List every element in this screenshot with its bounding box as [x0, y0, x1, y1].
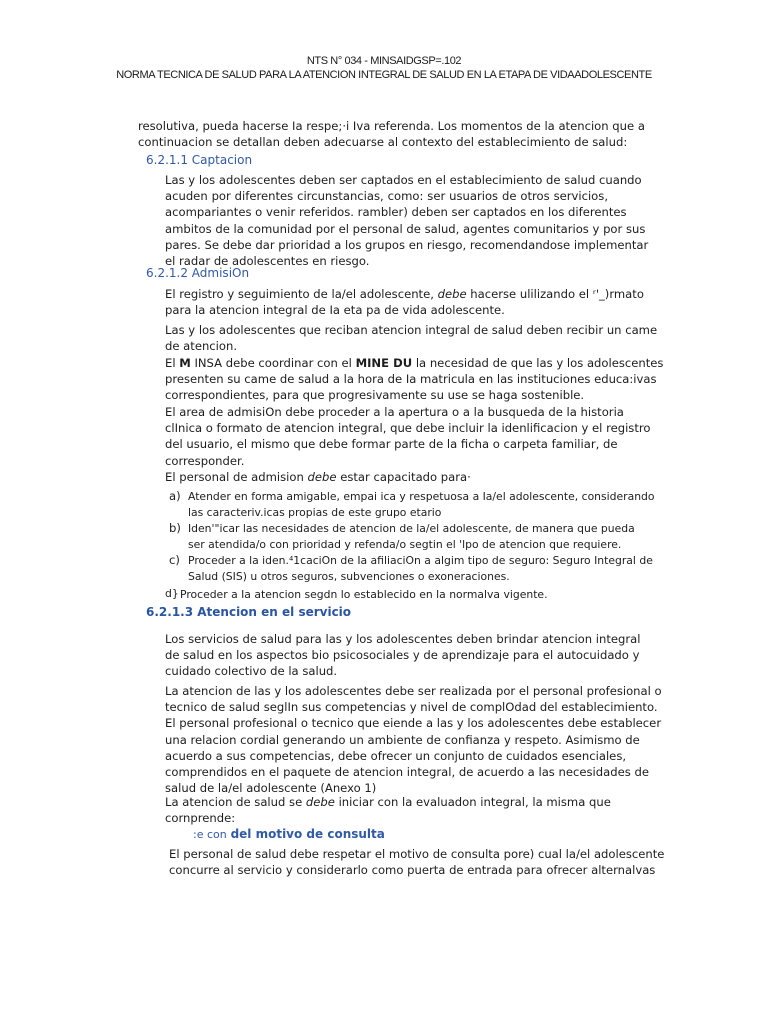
admision-paragraph-1: El registro y seguimiento de la/el adolescente, debe hacerse ulilizando el ʳ'_)rmato para la atencion integral de Ia eta pa de vida adolescente. — [165, 287, 644, 318]
list-item: Atender en forma amigable, empai ica y respetuosa a Ia/el adolescente, considerando las caracteriv.icas propias de este grupo etario — [188, 490, 655, 519]
list-item-label: a) — [169, 489, 181, 503]
list-item-label: c) — [169, 553, 180, 567]
intro-paragraph: resolutiva, pueda hacerse Ia respe;·i Iva referenda. Los momentos de la atencion que a continuacion se detallan deben adecuarse al contexto del establecimiento de salud: — [138, 119, 645, 150]
admision-paragraph-4: El area de admisiOn debe proceder a la apertura o a la busqueda de la historia clInica o formato de atencion integral, que debe incluir la idenlificacion y el registro del usuario, el mismo que debe formar parte de la ficha o carpeta familiar, de corresponder. — [165, 405, 651, 468]
list-item: Iden'"icar las necesidades de atencion de la/el adolescente, de manera que pueda ser atendida/o con prioridad y refenda/o segtin el 'lpo de atencion que requiere. — [188, 522, 635, 551]
atencion-paragraph-1: Los servicios de salud para las y los adolescentes deben brindar atencion integral de salud en los aspectos bio psicosociales y de aprendizaje para el autocuidado y cuidado colectivo de la salud. — [165, 632, 641, 679]
list-item-label: b) — [169, 521, 181, 535]
list-item: Proceder a la iden.⁴1caciOn de Ia afiliaciOn a algim tipo de seguro: Seguro Integral de Salud (SIS) u otros seguros, subvenciones o exoneraciones. — [188, 554, 653, 583]
section-heading-captacion: 6.2.1.1 Captacion — [146, 153, 253, 167]
document-title: NORMA TECNICA DE SALUD PARA LA ATENCION INTEGRAL DE SALUD EN LA ETAPA DE VIDAADOLESCENTE — [116, 69, 652, 81]
admision-paragraph-2: Las y los adolescentes que reciban atencion integral de salud deben recibir un came de atencion. — [165, 323, 658, 354]
list-item: Proceder a Ia atencion segdn lo establecido en la normalva vigente. — [180, 588, 548, 601]
admision-paragraph-5: El personal de admision debe estar capacitado para· — [165, 470, 471, 484]
atencion-paragraph-3: La atencion de salud se debe iniciar con la evaluadon integral, la misma que cornprende: — [165, 795, 611, 826]
subheading-motivo-consulta: :e con del motivo de consulta — [193, 827, 385, 841]
section-heading-admision: 6.2.1.2 AdmisiOn — [146, 266, 250, 280]
atencion-paragraph-2: La atencion de las y los adolescentes debe ser realizada por el personal profesional o tecnico de salud seglIn sus competencias y nivel de complOdad del establecimiento. El personal profesional o tecnico que eiende a las y los adolescentes debe establecer una relacion cordial generando un ambiente de confianza y respeto. Asimismo de acuerdo a sus competencias, debe ofrecer un conjunto de cuidados esenciales, comprendidos en el paquete de atencion integral, de acuerdo a las necesidades de salud de la/el adolescente (Anexo 1) — [165, 684, 662, 796]
captacion-paragraph: Las y los adolescentes deben ser captados en el establecimiento de salud cuando acuden por diferentes circunstancias, como: ser usuarios de otros servicios, acompariantes o venir referidos. rambler) deben ser captados en los diferentes ambitos de la comunidad por el personal de salud, agentes comunitarios y por sus pares. Se debe dar prioridad a los grupos en riesgo, recomendandose implementar el radar de adolescentes en riesgo. — [165, 173, 649, 269]
section-heading-atencion: 6.2.1.3 Atencion en el servicio — [146, 605, 352, 619]
admision-paragraph-3: El M INSA debe coordinar con el MINE DU la necesidad de que las y los adolescentes presenten su came de salud a la hora de Ia matricula en las instituciones educa:ivas correspondientes, para que progresivamente su use se haga sostenible. — [165, 356, 664, 403]
document-code: NTS N° 034 - MINSAIDGSP=.102 — [306, 55, 462, 67]
atencion-paragraph-4: El personal de salud debe respetar el motivo de consulta pore) cual la/el adolescente concurre al servicio y considerarlo como puerta de entrada para ofrecer alternalvas — [169, 847, 665, 878]
list-item-label: d} — [165, 587, 179, 600]
